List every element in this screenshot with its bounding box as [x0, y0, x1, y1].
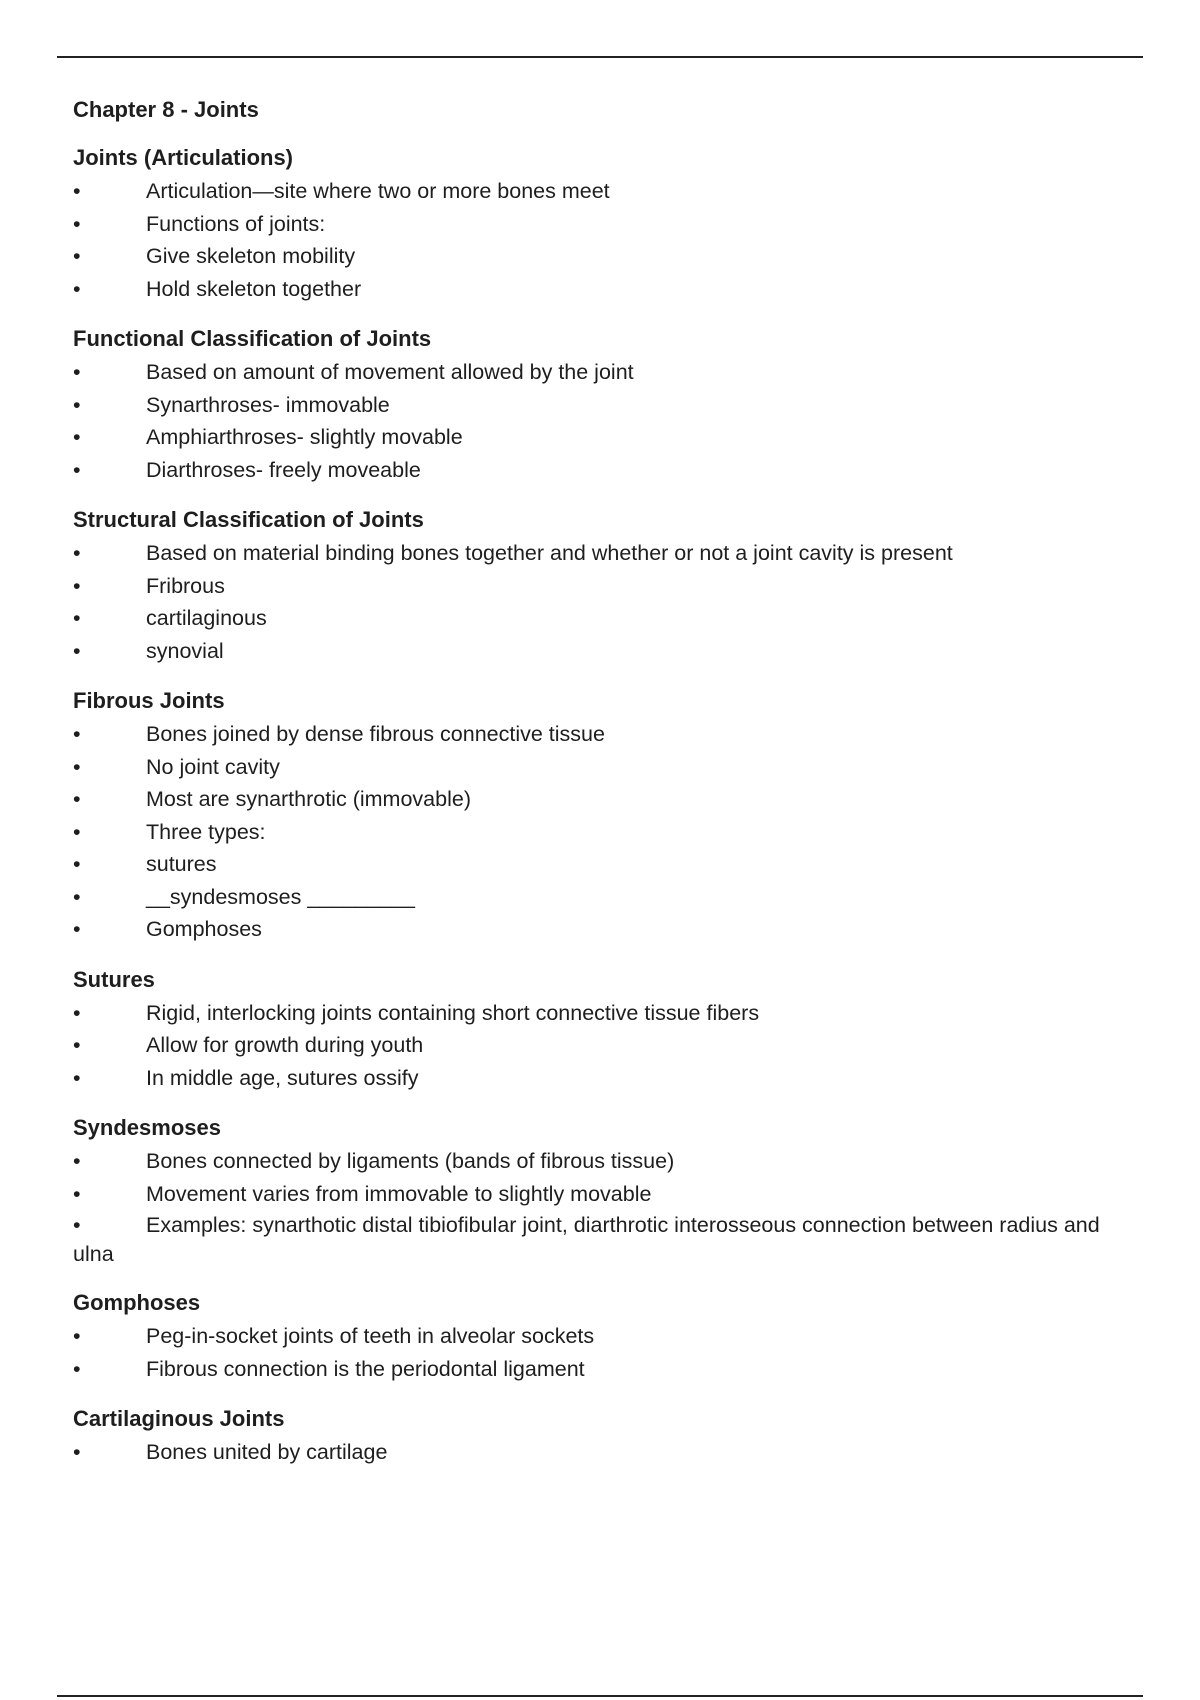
section-cartilaginous-joints	[73, 1405, 1133, 1469]
list-item	[73, 356, 1133, 389]
list-item-text: Rigid, interlocking joints containing short connective tissue fibers	[146, 1000, 760, 1025]
bullet-icon: •	[73, 884, 81, 909]
list-item	[73, 783, 1133, 816]
list-item	[73, 816, 1133, 849]
bullet-icon: •	[73, 392, 81, 417]
bullet-list	[73, 1436, 1133, 1469]
list-item-text: Amphiarthroses- slightly movable	[146, 425, 463, 449]
list-item	[73, 421, 1133, 454]
list-item	[73, 1062, 1133, 1095]
list-item	[73, 913, 1133, 946]
list-item	[73, 454, 1133, 487]
list-item-text: Bones united by cartilage	[146, 1440, 388, 1464]
bullet-icon: •	[73, 541, 81, 565]
bullet-icon: •	[73, 1324, 81, 1348]
list-item-text: Peg-in-socket joints of teeth in alveolar sockets	[146, 1324, 595, 1348]
list-item	[73, 1178, 1133, 1211]
bullet-icon: •	[73, 754, 81, 779]
list-item-text: Synarthroses- immovable	[146, 392, 390, 417]
list-item-text: Fibrous connection is the periodontal ligament	[146, 1356, 585, 1381]
list-item-text: Articulation—site where two or more bones meet	[146, 179, 610, 203]
list-item-text: __syndesmoses _________	[146, 884, 415, 909]
list-item	[73, 537, 1133, 570]
list-item	[73, 1353, 1133, 1386]
bullet-icon: •	[73, 1065, 81, 1090]
bullet-icon: •	[73, 457, 81, 482]
list-item	[73, 240, 1133, 273]
list-item-text: No joint cavity	[146, 754, 280, 779]
list-item-text: In middle age, sutures ossify	[146, 1065, 419, 1090]
list-item-text: Most are synarthrotic (immovable)	[146, 787, 471, 811]
section-heading: Sutures	[73, 966, 155, 992]
list-item-text: Functions of joints:	[146, 211, 326, 236]
list-item	[73, 635, 1133, 668]
list-item	[73, 389, 1133, 422]
list-item	[73, 273, 1133, 306]
section-functional-classification	[73, 325, 1133, 486]
bullet-list	[73, 356, 1133, 486]
chapter-title: Chapter 8 - Joints	[73, 97, 259, 122]
bullet-icon: •	[73, 276, 81, 301]
list-item	[73, 997, 1133, 1030]
list-item	[73, 848, 1133, 881]
footer-rule	[57, 1695, 1143, 1697]
section-gomphoses	[73, 1289, 1133, 1385]
bullet-icon: •	[73, 1356, 81, 1381]
list-item-text: synovial	[146, 638, 224, 663]
list-item	[73, 1320, 1133, 1353]
bullet-list	[73, 1145, 1133, 1269]
bullet-icon: •	[73, 1440, 81, 1464]
list-item	[73, 718, 1133, 751]
list-item-text: Gomphoses	[146, 917, 262, 941]
list-item-text: cartilaginous	[146, 606, 267, 630]
section-heading: Structural Classification of Joints	[73, 507, 424, 532]
list-item-text: Movement varies from immovable to slightly movable	[146, 1181, 652, 1206]
bullet-icon: •	[73, 1149, 81, 1173]
list-item-text: Based on material binding bones together and whether or not a joint cavity is present	[146, 541, 953, 565]
bullet-list	[73, 175, 1133, 305]
bullet-list	[73, 718, 1133, 946]
list-item-text: Hold skeleton together	[146, 276, 362, 301]
list-item-text: Allow for growth during youth	[146, 1033, 424, 1057]
list-item	[73, 175, 1133, 208]
document-body	[73, 96, 1133, 1489]
bullet-icon: •	[73, 211, 81, 236]
bullet-icon: •	[73, 1213, 81, 1237]
bullet-icon: •	[73, 360, 81, 384]
section-heading: Gomphoses	[73, 1290, 201, 1315]
list-item-text: Bones connected by ligaments (bands of fibrous tissue)	[146, 1149, 675, 1173]
bullet-icon: •	[73, 244, 81, 268]
list-item-text: Examples: synarthotic distal tibiofibular joint, diarthrotic interosseous connection between radius and ulna	[73, 1213, 1100, 1266]
list-item-text: Bones joined by dense fibrous connective tissue	[146, 722, 605, 746]
bullet-icon: •	[73, 638, 81, 663]
section-heading: Fibrous Joints	[73, 688, 225, 713]
list-item	[73, 1436, 1133, 1469]
bullet-icon: •	[73, 1033, 81, 1057]
section-heading: Functional Classification of Joints	[73, 326, 432, 351]
bullet-icon: •	[73, 606, 81, 630]
list-item	[73, 1029, 1133, 1062]
bullet-icon: •	[73, 1000, 81, 1025]
section-sutures	[73, 966, 1133, 1095]
bullet-icon: •	[73, 787, 81, 811]
header-rule	[57, 56, 1143, 58]
list-item	[73, 1210, 1133, 1269]
bullet-icon: •	[73, 573, 81, 598]
bullet-icon: •	[73, 917, 81, 941]
list-item	[73, 570, 1133, 603]
list-item-text: Three types:	[146, 819, 266, 844]
list-item	[73, 208, 1133, 241]
list-item	[73, 881, 1133, 914]
section-fibrous-joints	[73, 687, 1133, 946]
section-structural-classification	[73, 506, 1133, 667]
list-item-text: Based on amount of movement allowed by the joint	[146, 360, 634, 384]
list-item	[73, 602, 1133, 635]
list-item-text: Diarthroses- freely moveable	[146, 457, 421, 482]
list-item	[73, 1145, 1133, 1178]
list-item-text: sutures	[146, 852, 217, 876]
bullet-icon: •	[73, 425, 81, 449]
list-item-text: Fribrous	[146, 573, 225, 598]
section-heading: Cartilaginous Joints	[73, 1406, 285, 1431]
bullet-icon: •	[73, 819, 81, 844]
bullet-list	[73, 537, 1133, 667]
bullet-list	[73, 997, 1133, 1095]
section-joints-articulations	[73, 144, 1133, 305]
bullet-icon: •	[73, 1181, 81, 1206]
bullet-icon: •	[73, 179, 81, 203]
section-heading: Joints (Articulations)	[73, 145, 294, 170]
bullet-icon: •	[73, 852, 81, 876]
list-item	[73, 751, 1133, 784]
bullet-icon: •	[73, 722, 81, 746]
section-syndesmoses	[73, 1114, 1133, 1269]
bullet-list	[73, 1320, 1133, 1385]
list-item-text: Give skeleton mobility	[146, 244, 356, 268]
section-heading: Syndesmoses	[73, 1115, 221, 1140]
